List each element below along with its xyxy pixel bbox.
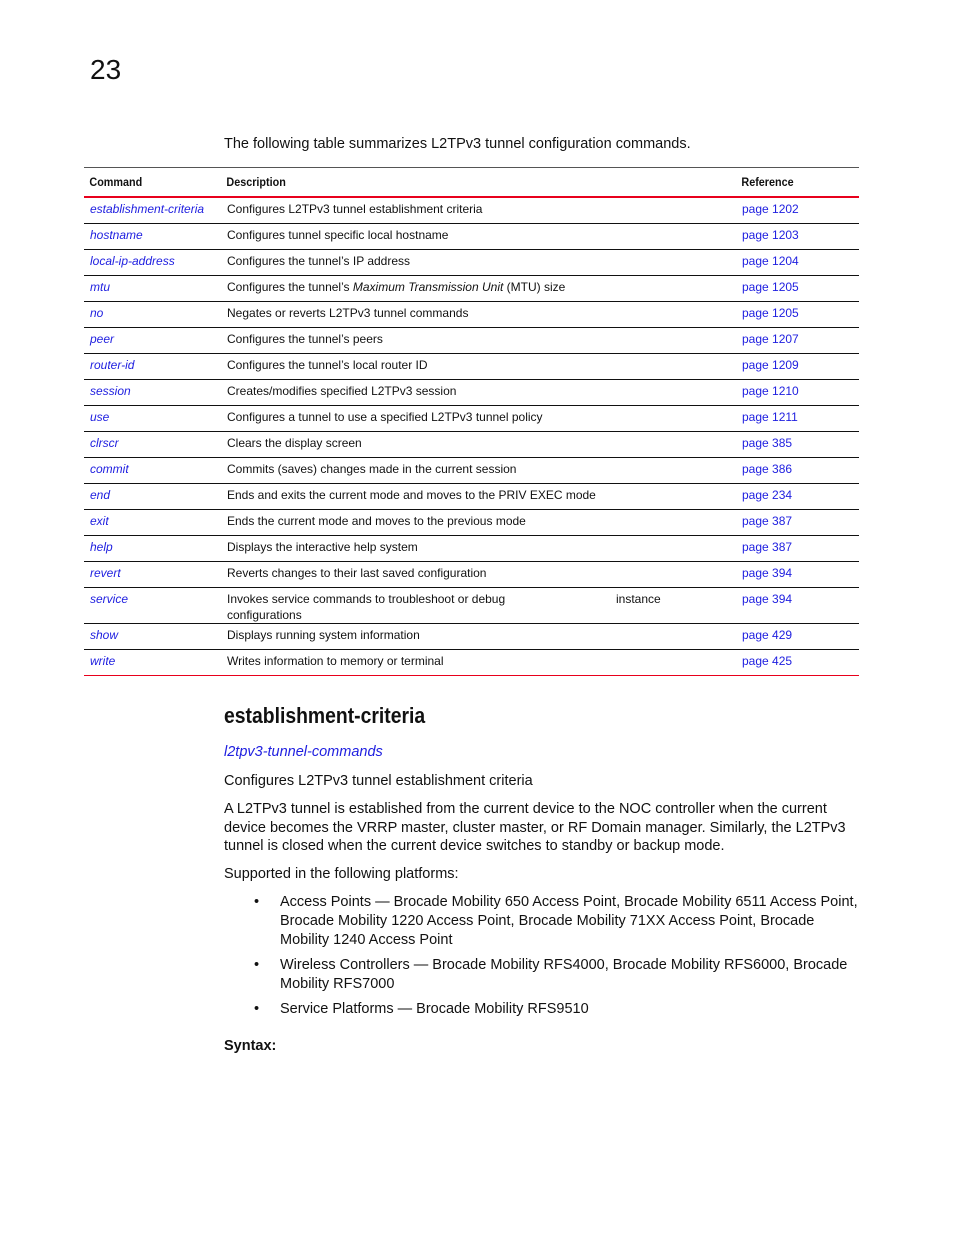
table-row xyxy=(84,510,859,536)
description-text: Invokes service commands to troubleshoot or debug configurations xyxy=(227,592,506,622)
description-cell xyxy=(221,562,736,588)
command-link[interactable]: show xyxy=(84,624,221,650)
description-emphasis: Maximum Transmission Unit xyxy=(352,280,504,294)
command-link[interactable]: end xyxy=(84,484,221,510)
reference-link[interactable]: page 394 xyxy=(736,588,859,624)
description-cell xyxy=(221,536,736,562)
reference-link[interactable]: page 429 xyxy=(736,624,859,650)
table-row xyxy=(84,406,859,432)
platform-text: Wireless Controllers — Brocade Mobility RFS4000, Brocade Mobility RFS6000, Brocade Mobility RFS7000 xyxy=(280,957,848,992)
platforms-intro: Supported in the following platforms: xyxy=(224,866,459,882)
reference-link[interactable]: page 1211 xyxy=(736,406,859,432)
description-text: Creates/modifies specified L2TPv3 session xyxy=(227,384,457,398)
table-row xyxy=(84,432,859,458)
section-body: A L2TPv3 tunnel is established from the current device to the NOC controller when the current device becomes the VRRP master, cluster master, or RF Domain manager. Similarly, the L2TPv3 tunnel is closed when the current device switches to standby or backup mode. xyxy=(224,801,846,854)
reference-link[interactable]: page 1207 xyxy=(736,328,859,354)
reference-link[interactable]: page 1203 xyxy=(736,224,859,250)
command-link[interactable]: service xyxy=(84,588,221,624)
reference-link[interactable]: page 1205 xyxy=(736,276,859,302)
description-text: Ends and exits the current mode and moves to the PRIV EXEC mode xyxy=(227,488,596,502)
table-row xyxy=(84,380,859,406)
reference-link[interactable]: page 394 xyxy=(736,562,859,588)
description-cell xyxy=(221,250,736,276)
reference-link[interactable]: page 386 xyxy=(736,458,859,484)
table-row xyxy=(84,650,859,676)
command-link[interactable]: local-ip-address xyxy=(84,250,221,276)
description-text: Clears the display screen xyxy=(227,436,362,450)
table-row xyxy=(84,588,859,624)
header-command: Command xyxy=(84,168,207,198)
description-cell xyxy=(221,354,736,380)
bullet: • xyxy=(254,894,260,910)
table-row xyxy=(84,536,859,562)
platform-text: Service Platforms — Brocade Mobility RFS9510 xyxy=(280,1001,589,1017)
table-row xyxy=(84,224,859,250)
section-title: establishment-criteria xyxy=(224,703,426,728)
reference-link[interactable]: page 1209 xyxy=(736,354,859,380)
table-row xyxy=(84,250,859,276)
description-cell xyxy=(221,588,736,624)
table-row xyxy=(84,328,859,354)
description-cell xyxy=(221,432,736,458)
description-cell xyxy=(221,406,736,432)
description-text: (MTU) size xyxy=(503,280,566,294)
platform-item xyxy=(224,956,864,994)
table-row xyxy=(84,562,859,588)
description-text: Configures L2TPv3 tunnel establishment criteria xyxy=(227,202,483,216)
description-cell xyxy=(221,510,736,536)
command-link[interactable]: write xyxy=(84,650,221,676)
description-cell xyxy=(221,224,736,250)
command-link[interactable]: exit xyxy=(84,510,221,536)
command-link[interactable]: mtu xyxy=(84,276,221,302)
description-text: Commits (saves) changes made in the current session xyxy=(227,462,517,476)
table-row xyxy=(84,624,859,650)
syntax-label: Syntax: xyxy=(224,1038,277,1054)
description-cell xyxy=(221,380,736,406)
platform-item xyxy=(224,893,864,950)
description-cell xyxy=(221,302,736,328)
command-link[interactable]: commit xyxy=(84,458,221,484)
command-link[interactable]: session xyxy=(84,380,221,406)
reference-link[interactable]: page 425 xyxy=(736,650,859,676)
command-link[interactable]: router-id xyxy=(84,354,221,380)
command-link[interactable]: use xyxy=(84,406,221,432)
reference-link[interactable]: page 1205 xyxy=(736,302,859,328)
commands-table xyxy=(84,167,859,676)
parent-link[interactable]: l2tpv3-tunnel-commands xyxy=(224,744,383,760)
description-text: Configures the tunnel’s xyxy=(227,280,353,294)
command-link[interactable]: revert xyxy=(84,562,221,588)
description-text: Configures tunnel specific local hostname xyxy=(227,228,449,242)
description-text: Ends the current mode and moves to the previous mode xyxy=(227,514,526,528)
description-cell xyxy=(221,328,736,354)
platform-text: Access Points — Brocade Mobility 650 Access Point, Brocade Mobility 6511 Access Point, Brocade Mobility 1220 Access Point, Brocade Mobility 71XX Access Point, Brocade Mobility 1240 Access Point xyxy=(280,894,858,948)
reference-link[interactable]: page 387 xyxy=(736,536,859,562)
description-text: Configures the tunnel’s IP address xyxy=(227,254,411,268)
command-link[interactable]: establishment-criteria xyxy=(84,197,221,224)
table-row xyxy=(84,302,859,328)
reference-link[interactable]: page 387 xyxy=(736,510,859,536)
reference-link[interactable]: page 1210 xyxy=(736,380,859,406)
table-row xyxy=(84,484,859,510)
table-row xyxy=(84,458,859,484)
table-row xyxy=(84,197,859,224)
section-summary: Configures L2TPv3 tunnel establishment criteria xyxy=(224,773,533,789)
intro-text: The following table summarizes L2TPv3 tunnel configuration commands. xyxy=(224,136,691,152)
description-cell xyxy=(221,197,736,224)
table-header xyxy=(84,168,859,198)
description-text: Configures the tunnel’s peers xyxy=(227,332,383,346)
command-link[interactable]: clrscr xyxy=(84,432,221,458)
command-link[interactable]: hostname xyxy=(84,224,221,250)
reference-link[interactable]: page 1204 xyxy=(736,250,859,276)
header-reference: Reference xyxy=(736,168,847,198)
description-text: Configures the tunnel’s local router ID xyxy=(227,358,428,372)
description-cell xyxy=(221,458,736,484)
description-text: Writes information to memory or terminal xyxy=(227,654,444,668)
description-text: Negates or reverts L2TPv3 tunnel commands xyxy=(227,306,469,320)
platform-list xyxy=(224,893,864,1025)
command-link[interactable]: help xyxy=(84,536,221,562)
bullet: • xyxy=(254,1001,260,1017)
description-text: Reverts changes to their last saved configuration xyxy=(227,566,487,580)
reference-link[interactable]: page 385 xyxy=(736,432,859,458)
description-cell xyxy=(221,650,736,676)
description-text: Displays running system information xyxy=(227,628,420,642)
description-extra: instance xyxy=(616,592,661,606)
description-cell xyxy=(221,484,736,510)
command-link[interactable]: no xyxy=(84,302,221,328)
header-description: Description xyxy=(221,168,685,198)
table-row xyxy=(84,354,859,380)
reference-link[interactable]: page 234 xyxy=(736,484,859,510)
description-cell xyxy=(221,276,736,302)
table-row xyxy=(84,276,859,302)
description-cell xyxy=(221,624,736,650)
reference-link[interactable]: page 1202 xyxy=(736,197,859,224)
command-link[interactable]: peer xyxy=(84,328,221,354)
bullet: • xyxy=(254,957,260,973)
description-text: Displays the interactive help system xyxy=(227,540,418,554)
chapter-number: 23 xyxy=(90,54,122,85)
description-text: Configures a tunnel to use a specified L2TPv3 tunnel policy xyxy=(227,410,543,424)
platform-item xyxy=(224,1000,864,1019)
